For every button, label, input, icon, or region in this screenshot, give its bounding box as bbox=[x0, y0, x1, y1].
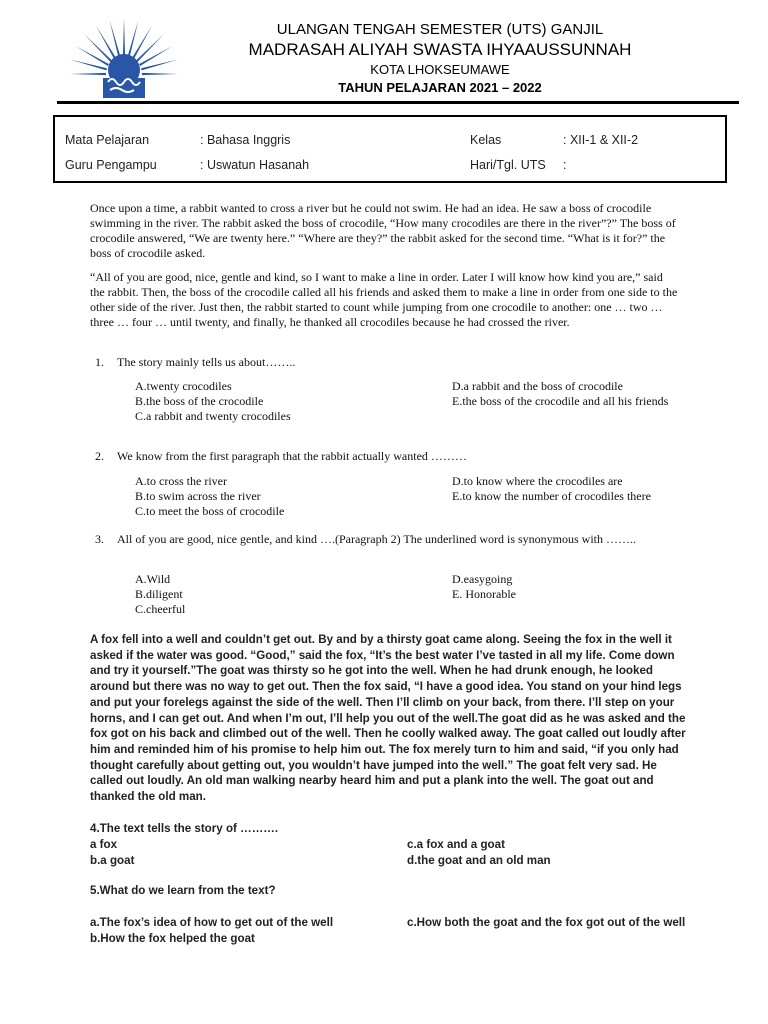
academic-year: TAHUN PELAJARAN 2021 – 2022 bbox=[338, 80, 542, 95]
class-value: : XII-1 & XII-2 bbox=[563, 133, 639, 147]
class-label: Kelas bbox=[470, 133, 502, 147]
answer-option: D.easygoing bbox=[452, 572, 513, 586]
school-name: MADRASAH ALIYAH SWASTA IHYAAUSSUNNAH bbox=[248, 40, 632, 59]
question-1 bbox=[95, 355, 665, 371]
answer-option: D.to know where the crocodiles are bbox=[452, 474, 623, 488]
school-city: KOTA LHOKSEUMAWE bbox=[370, 62, 510, 77]
answer-option: A.twenty crocodiles bbox=[135, 379, 232, 393]
date-value: : bbox=[563, 158, 567, 172]
answer-option: A.to cross the river bbox=[135, 474, 227, 488]
passage-paragraph: Once upon a time, a rabbit wanted to cross a river but he could not swim. He had an idea. He saw a boss of crocodile swimming in the river. The rabbit asked the boss of crocodile, “How many crocodiles are there in the river”?” The boss of crocodile answered, “We are twenty here.” “Where are they?” the rabbit asked for the second time. “What is it for?” the boss of crocodile asked. bbox=[90, 201, 676, 260]
answer-option: B.diligent bbox=[135, 587, 183, 601]
header-divider bbox=[57, 101, 739, 104]
teacher-label: Guru Pengampu bbox=[65, 158, 157, 172]
answer-option: b.How the fox helped the goat bbox=[90, 932, 255, 945]
question-text: All of you are good, nice gentle, and kind ….(Paragraph 2) The underlined word is synonymous with …….. bbox=[117, 532, 637, 546]
question-number: 2. bbox=[95, 449, 104, 463]
answer-option: C.a rabbit and twenty crocodiles bbox=[135, 409, 291, 423]
exam-info-box bbox=[53, 115, 727, 183]
subject-value: : Bahasa Inggris bbox=[200, 133, 291, 147]
answer-option: C.to meet the boss of crocodile bbox=[135, 504, 285, 518]
answer-option: E. Honorable bbox=[452, 587, 516, 601]
question-5-text: 5.What do we learn from the text? bbox=[90, 884, 276, 897]
answer-option: c.a fox and a goat bbox=[407, 838, 505, 851]
answer-option: B.the boss of the crocodile bbox=[135, 394, 264, 408]
teacher-value: : Uswatun Hasanah bbox=[200, 158, 310, 172]
question-number: 1. bbox=[95, 355, 104, 369]
answer-option: B.to swim across the river bbox=[135, 489, 261, 503]
subject-label: Mata Pelajaran bbox=[65, 133, 150, 147]
question-4-text: 4.The text tells the story of ………. bbox=[90, 822, 279, 835]
answer-option: b.a goat bbox=[90, 854, 135, 867]
answer-option: c.How both the goat and the fox got out of the well bbox=[407, 916, 686, 929]
question-text: We know from the first paragraph that the rabbit actually wanted ……… bbox=[117, 449, 467, 463]
answer-option: d.the goat and an old man bbox=[407, 854, 551, 867]
date-label: Hari/Tgl. UTS bbox=[470, 158, 546, 172]
school-emblem-icon bbox=[70, 12, 178, 100]
answer-option: D.a rabbit and the boss of crocodile bbox=[452, 379, 623, 393]
answer-option: a.The fox’s idea of how to get out of the well bbox=[90, 916, 334, 929]
answer-option: A.Wild bbox=[135, 572, 171, 586]
fox-goat-passage: A fox fell into a well and couldn’t get out. By and by a thirsty goat came along. Seeing the fox in the well it asked if the water was good. “Good,” said the fox, “It’s the best water I’ve tasted in all my life. Come down and try it yourself.”The goat was thirsty so he got into the well. When he had drunk enough, he looked around but there was no way to get out. Then the fox said, “I have a good idea. You stand on your hind legs and put your forelegs against the side of the well. Then I’ll climb on your back, from there. I’ll step on your horns, and I can get out. And when I’m out, I’ll help you out of the well.The goat did as he was asked and the fox got on his back and climbed out of the well. Then he coolly walked away. The goat called out loudly after him and reminded him of his promise to help him out. The fox merely turn to him and said, “if you only had thought carefully about getting out, you wouldn’t have jumped into the well.” The goat felt very sad. He called out loudly. An old man walking nearby heard him and put a plank into the well. The goat out and thanked the old man. bbox=[90, 633, 686, 804]
question-2 bbox=[95, 449, 665, 465]
answer-option: E.to know the number of crocodiles there bbox=[452, 489, 651, 503]
answer-option: a fox bbox=[90, 838, 118, 851]
exam-title: ULANGAN TENGAH SEMESTER (UTS) GANJIL bbox=[276, 21, 604, 38]
passage-paragraph: “All of you are good, nice, gentle and kind, so I want to make a line in order. Later I will know how kind you are,” said the rabbit. Then, the boss of the crocodile called all his friends and asked them to make a line in order from one side to the other side of the river. Just then, the rabbit started to count while jumping from one crocodile to another: one … two … three … four … until twenty, and finally, he thanked all crocodiles because he had crossed the river. bbox=[90, 270, 678, 329]
answer-option: E.the boss of the crocodile and all his friends bbox=[452, 394, 669, 408]
question-3 bbox=[95, 532, 665, 564]
question-number: 3. bbox=[95, 532, 104, 546]
answer-option: C.cheerful bbox=[135, 602, 186, 616]
question-text: The story mainly tells us about…….. bbox=[117, 355, 296, 369]
